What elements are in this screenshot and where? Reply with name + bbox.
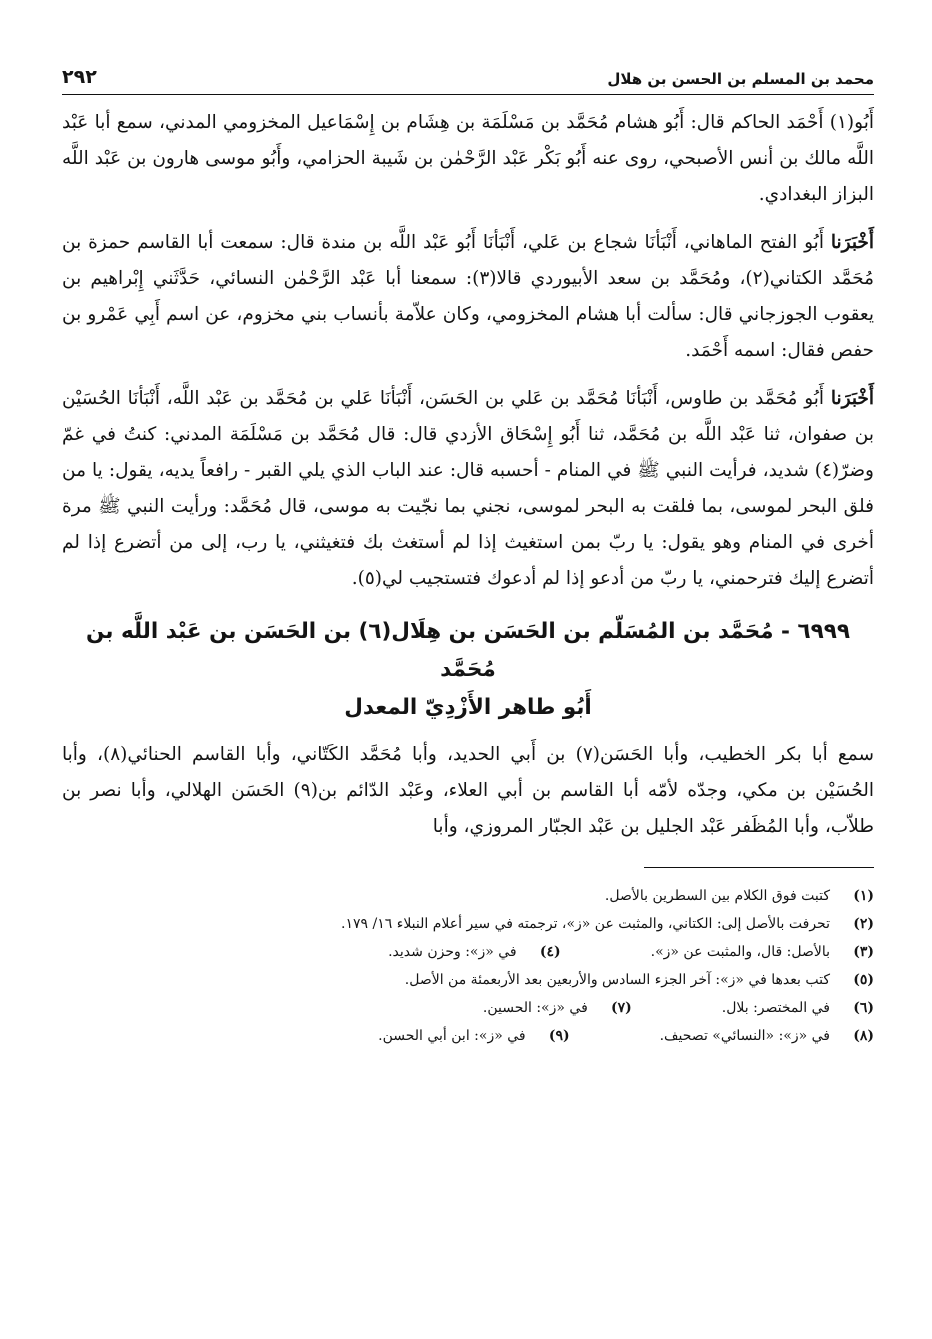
footnote-number: (١) [853, 888, 874, 904]
footnote-text: كتبت فوق الكلام بين السطرين بالأصل. [604, 888, 830, 904]
page-number: ٢٩٢ [62, 66, 97, 88]
footnotes [62, 882, 874, 1050]
footnote-text: تحرفت بالأصل إلى: الكتاني، والمثبت عن «ز»، ترجمته في سير أعلام النبلاء ١٦/ ١٧٩. [341, 916, 830, 932]
footnote-rule [644, 867, 874, 868]
footnote-5 [62, 966, 874, 994]
footnote-number: (٦) [853, 1000, 874, 1016]
entry-text: سمع أبا بكر الخطيب، وأبا الحَسَن(٧) بن أَبي الحديد، وأبا مُحَمَّد الكَتّاني، وأبا القاسم الحنائي(٨)، وأبا الحُسَيْن بن مكي، وجدّه لأمّه أبا القاسم بن أبي العلاء، وعَبْد الدّائم بن(٩) الحَسَن الهلالي، وأبا نصر بن طلاّب، وأبا المُظَفر عَبْد الجليل بن عَبْد الجبّار المروزي، وأبا [62, 744, 874, 837]
footnote-number: (٣) [853, 944, 874, 960]
footnote-1 [62, 882, 874, 910]
footnote-number: (٥) [853, 972, 874, 988]
entry-heading-line-1: ٦٩٩٩ - مُحَمَّد بن المُسَلّم بن الحَسَن بن هِلَال(٦) بن الحَسَن بن عَبْد اللَّه بن مُحَمَّد [86, 619, 850, 682]
footnote-8 [660, 1022, 874, 1050]
footnote-number: (٢) [853, 916, 874, 932]
footnote-number: (٧) [610, 1000, 632, 1016]
footnote-4 [388, 938, 561, 966]
footnote-row-8-9 [62, 1022, 874, 1050]
running-title: محمد بن المسلم بن الحسن بن هلال [607, 70, 874, 88]
footnote-text: في «ز»: الحسين. [482, 1000, 588, 1016]
paragraph-2-text: أَبُو الفتح الماهاني، أَنْبَأنَا شجاع بن عَلي، أَنْبَأنَا أَبُو عَبْد اللَّه بن مندة قال: سمعت أبا القاسم حمزة بن مُحَمَّد الكتاني(٢)، ومُحَمَّد بن سعد الأبيوردي قالا(٣): سمعنا أبا عَبْد الرَّحْمٰن النسائي، حَدَّثَني إِبْراهيم بن يعقوب الجوزجاني قال: سألت أبا هشام المخزومي، وكان علاّمة بأنساب بني مخزوم، عن اسم أَبِي عَمْرو بن حفص فقال: اسمه أَحْمَد. [62, 232, 875, 361]
paragraph-3-lead: أَخْبَرَنا [830, 388, 874, 409]
footnote-text: في «ز»: «النسائي» تصحيف. [659, 1028, 830, 1044]
paragraph-2-lead: أَخْبَرَنا [830, 232, 874, 253]
entry-heading [62, 613, 874, 727]
footnote-7 [483, 994, 632, 1022]
paragraph-1-text: أَبُو(١) أَحْمَد الحاكم قال: أَبُو هشام مُحَمَّد بن مَسْلَمَة بن هِشَام بن إِسْمَاعيل المخزومي المدني، سمع أبا عَبْد اللَّه مالك بن أنس الأصبحي، روى عنه أَبُو بَكْر عَبْد الرَّحْمٰن بن شَيبة الحزامي، وأَبُو موسى هارون بن عَبْد اللَّه البزاز البغدادي. [62, 112, 874, 205]
paragraph-3-text: أَبُو مُحَمَّد بن طاوس، أَنْبَأنَا مُحَمَّد بن عَلي بن الحَسَن، أَنْبَأنَا عَلي بن مُحَمَّد بن عَبْد اللَّه، أَنْبَأنَا الحُسَيْن بن صفوان، ثنا عَبْد اللَّه بن مُحَمَّد، ثنا أَبُو إِسْحَاق الأزدي قال: قال مُحَمَّد بن مَسْلَمَة المدني: كنتُ في غمّ وضرّ(٤) شديد، فرأيت النبي ﷺ في المنام - أحسبه قال: عند الباب الذي يلي القبر - رافعاً يديه، يقول: يا من فلق البحر لموسى، بما فلقت به البحر لموسى، نجني بما نجّيت به موسى، قال مُحَمَّد: ورأيت النبي ﷺ مرة أخرى في المنام وهو يقول: يا ربّ بمن استغيث إذا لم أستغث بك فتغيثني، يا رب، إلى من أتضرع إذا لم أتضرع إليك فترحمني، يا ربّ من أدعو إذا لم أدعوك فتستجيب لي(٥). [62, 388, 874, 589]
paragraph-2 [62, 225, 874, 369]
entry-heading-line-2: أَبُو طاهر الأَزْدِيّ المعدل [344, 695, 592, 720]
footnote-number: (٤) [539, 944, 561, 960]
book-page [62, 58, 874, 1288]
header-rule [62, 94, 874, 95]
footnote-3 [651, 938, 874, 966]
footnote-row-6-7 [62, 994, 874, 1022]
paragraph-3 [62, 381, 874, 597]
footnote-6 [722, 994, 874, 1022]
footnote-text: كتب بعدها في «ز»: آخر الجزء السادس والأربعين بعد الأربعمئة من الأصل. [404, 972, 830, 988]
footnote-text: بالأصل: قال، والمثبت عن «ز». [650, 944, 830, 960]
footnote-2 [62, 910, 874, 938]
footnote-text: في «ز»: ابن أبي الحسن. [378, 1028, 526, 1044]
page-header [62, 58, 874, 88]
footnote-number: (٨) [853, 1028, 874, 1044]
footnote-number: (٩) [548, 1028, 570, 1044]
footnote-9 [378, 1022, 569, 1050]
footnote-row-3-4 [62, 938, 874, 966]
footnote-text: في «ز»: وحزن شديد. [388, 944, 517, 960]
footnote-text: في المختصر: بلال. [721, 1000, 830, 1016]
paragraph-1 [62, 105, 874, 213]
